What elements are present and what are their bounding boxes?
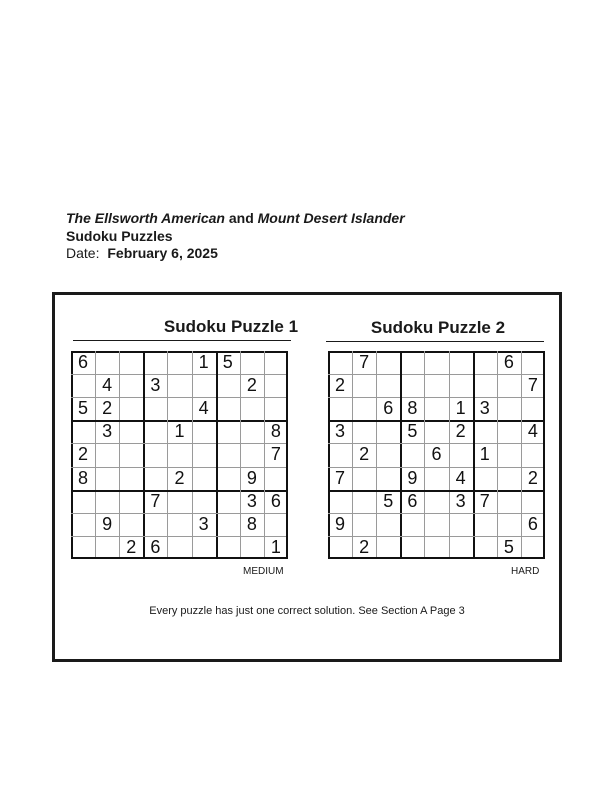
sudoku-cell[interactable]: 5 — [503, 536, 514, 557]
sudoku-cell[interactable]: 6 — [527, 513, 538, 534]
sudoku-cell[interactable]: 8 — [78, 467, 89, 488]
sudoku-cell[interactable] — [192, 536, 216, 559]
sudoku-cell[interactable] — [497, 490, 521, 513]
sudoku-cell[interactable] — [376, 374, 400, 397]
sudoku-cell[interactable] — [216, 536, 240, 559]
sudoku-cell[interactable] — [216, 513, 240, 536]
sudoku-cell[interactable] — [119, 351, 143, 374]
sudoku-cell[interactable]: 2 — [455, 421, 466, 442]
sudoku-cell[interactable] — [216, 467, 240, 490]
sudoku-cell[interactable] — [521, 443, 545, 466]
sudoku-cell[interactable] — [143, 351, 167, 374]
sudoku-cell[interactable]: 5 — [78, 398, 89, 419]
sudoku-cell[interactable]: 2 — [335, 375, 346, 396]
sudoku-cell[interactable] — [167, 490, 191, 513]
sudoku-cell[interactable] — [216, 490, 240, 513]
sudoku-cell[interactable] — [119, 467, 143, 490]
sudoku-cell[interactable] — [497, 420, 521, 443]
sudoku-cell[interactable] — [473, 420, 497, 443]
sudoku-cell[interactable] — [167, 513, 191, 536]
sudoku-cell[interactable]: 1 — [174, 421, 185, 442]
puzzle-1-grid — [71, 351, 288, 559]
sudoku-cell[interactable] — [119, 374, 143, 397]
sudoku-cell[interactable]: 9 — [246, 467, 257, 488]
sudoku-cell[interactable] — [264, 513, 288, 536]
sudoku-cell[interactable]: 1 — [270, 536, 281, 557]
sudoku-cell[interactable] — [352, 420, 376, 443]
sudoku-cell[interactable]: 5 — [383, 490, 394, 511]
sudoku-cell[interactable] — [240, 443, 264, 466]
sudoku-cell[interactable]: 7 — [527, 375, 538, 396]
sudoku-cell[interactable]: 4 — [527, 421, 538, 442]
sudoku-cell[interactable] — [497, 397, 521, 420]
sudoku-cell[interactable] — [521, 351, 545, 374]
puzzle-1-title: Sudoku Puzzle 1 — [163, 317, 299, 336]
sudoku-cell[interactable] — [240, 397, 264, 420]
sudoku-cell[interactable]: 6 — [78, 352, 89, 373]
sudoku-cell[interactable]: 1 — [479, 444, 490, 465]
sudoku-cell[interactable]: 8 — [270, 421, 281, 442]
sudoku-cell[interactable] — [376, 467, 400, 490]
sudoku-cell[interactable] — [352, 467, 376, 490]
date-label: Date: — [66, 245, 100, 261]
sudoku-cell[interactable] — [400, 536, 424, 559]
sudoku-cell[interactable] — [424, 536, 448, 559]
sudoku-cell[interactable] — [167, 536, 191, 559]
sudoku-cell[interactable] — [497, 443, 521, 466]
sudoku-cell[interactable] — [449, 536, 473, 559]
and-text: and — [228, 210, 254, 226]
sudoku-cell[interactable]: 5 — [222, 352, 233, 373]
sudoku-cell[interactable]: 2 — [174, 467, 185, 488]
sudoku-cell[interactable] — [521, 490, 545, 513]
sudoku-cell[interactable]: 2 — [359, 536, 370, 557]
sudoku-cell[interactable] — [216, 397, 240, 420]
sudoku-cell[interactable] — [424, 397, 448, 420]
sudoku-cell[interactable] — [376, 536, 400, 559]
sudoku-cell[interactable] — [143, 513, 167, 536]
sudoku-cell[interactable] — [167, 351, 191, 374]
sudoku-cell[interactable]: 9 — [407, 467, 418, 488]
sudoku-cell[interactable] — [376, 513, 400, 536]
sudoku-cell[interactable]: 1 — [198, 352, 209, 373]
sudoku-cell[interactable] — [192, 420, 216, 443]
sudoku-cell[interactable] — [473, 351, 497, 374]
sudoku-cell[interactable]: 3 — [455, 490, 466, 511]
sudoku-cell[interactable] — [328, 397, 352, 420]
sudoku-cell[interactable]: 9 — [102, 513, 113, 534]
sudoku-cell[interactable]: 7 — [479, 490, 490, 511]
publication-line — [66, 210, 405, 228]
sudoku-cell[interactable] — [424, 467, 448, 490]
sudoku-cell[interactable] — [192, 443, 216, 466]
sudoku-cell[interactable] — [119, 490, 143, 513]
puzzle-2-difficulty: HARD — [511, 566, 540, 577]
sudoku-cell[interactable] — [264, 351, 288, 374]
sudoku-cell[interactable] — [376, 443, 400, 466]
sudoku-cell[interactable] — [328, 351, 352, 374]
date-line — [66, 245, 405, 263]
puzzle-1-difficulty: MEDIUM — [243, 566, 284, 577]
sudoku-cell[interactable]: 2 — [359, 444, 370, 465]
sudoku-cell[interactable] — [167, 397, 191, 420]
sudoku-cell[interactable]: 5 — [407, 421, 418, 442]
sudoku-cell[interactable] — [71, 490, 95, 513]
puzzle-2-title: Sudoku Puzzle 2 — [370, 318, 506, 337]
sudoku-cell[interactable]: 4 — [198, 398, 209, 419]
sudoku-cell[interactable] — [352, 397, 376, 420]
sudoku-cell[interactable]: 6 — [503, 352, 514, 373]
header-block — [66, 210, 405, 263]
sudoku-cell[interactable] — [400, 443, 424, 466]
sudoku-cell[interactable]: 7 — [359, 352, 370, 373]
sudoku-cell[interactable] — [521, 536, 545, 559]
sudoku-cell[interactable] — [497, 513, 521, 536]
sudoku-cell[interactable] — [473, 374, 497, 397]
sudoku-cell[interactable] — [192, 467, 216, 490]
sudoku-cell[interactable] — [449, 374, 473, 397]
sudoku-cell[interactable] — [216, 374, 240, 397]
sudoku-cell[interactable] — [473, 536, 497, 559]
sudoku-cell[interactable]: 9 — [335, 513, 346, 534]
sudoku-cell[interactable]: 3 — [246, 490, 257, 511]
sudoku-cell[interactable] — [449, 351, 473, 374]
sudoku-cell[interactable] — [95, 467, 119, 490]
sudoku-cell[interactable] — [497, 467, 521, 490]
sudoku-cell[interactable]: 2 — [246, 375, 257, 396]
sudoku-cell[interactable] — [424, 351, 448, 374]
sudoku-cell[interactable]: 3 — [198, 513, 209, 534]
sudoku-cell[interactable]: 1 — [455, 398, 466, 419]
sudoku-cell[interactable]: 4 — [102, 375, 113, 396]
publication-2: Mount Desert Islander — [257, 210, 405, 226]
puzzle-frame — [52, 292, 562, 662]
sudoku-cell[interactable]: 8 — [407, 398, 418, 419]
sudoku-cell[interactable]: 2 — [126, 536, 137, 557]
sudoku-cell[interactable] — [497, 374, 521, 397]
sudoku-cell[interactable]: 7 — [270, 444, 281, 465]
sudoku-cell[interactable]: 2 — [78, 444, 89, 465]
sudoku-cell[interactable]: 2 — [102, 398, 113, 419]
subtitle: Sudoku Puzzles — [66, 227, 173, 244]
sudoku-cell[interactable] — [192, 374, 216, 397]
sudoku-cell[interactable] — [449, 443, 473, 466]
sudoku-cell[interactable] — [119, 397, 143, 420]
sudoku-cell[interactable] — [328, 536, 352, 559]
sudoku-cell[interactable] — [71, 374, 95, 397]
sudoku-cell[interactable]: 7 — [335, 467, 346, 488]
sudoku-cell[interactable]: 2 — [527, 467, 538, 488]
sudoku-cell[interactable] — [328, 443, 352, 466]
sudoku-cell[interactable] — [143, 420, 167, 443]
date-value: February 6, 2025 — [107, 245, 218, 261]
sudoku-cell[interactable]: 7 — [150, 490, 161, 511]
sudoku-cell[interactable] — [400, 513, 424, 536]
sudoku-cell[interactable] — [95, 351, 119, 374]
sudoku-cell[interactable] — [240, 536, 264, 559]
sudoku-cell[interactable] — [143, 467, 167, 490]
sudoku-cell[interactable] — [143, 397, 167, 420]
publication-1: The Ellsworth American — [66, 210, 225, 226]
sudoku-cell[interactable] — [264, 467, 288, 490]
puzzle-2-grid — [328, 351, 545, 559]
sudoku-cell[interactable]: 3 — [150, 375, 161, 396]
sudoku-cell[interactable]: 4 — [455, 467, 466, 488]
sudoku-cell[interactable] — [424, 420, 448, 443]
sudoku-cell[interactable] — [352, 374, 376, 397]
sudoku-cell[interactable] — [328, 490, 352, 513]
sudoku-cell[interactable] — [400, 351, 424, 374]
footer-note: Every puzzle has just one correct solution. See Section A Page 3 — [149, 605, 465, 617]
sudoku-cell[interactable] — [376, 420, 400, 443]
sudoku-cell[interactable] — [143, 443, 167, 466]
sudoku-cell[interactable] — [216, 420, 240, 443]
sudoku-cell[interactable] — [119, 420, 143, 443]
sudoku-cell[interactable] — [216, 443, 240, 466]
sudoku-cell[interactable] — [95, 443, 119, 466]
sudoku-cell[interactable] — [119, 513, 143, 536]
sudoku-cell[interactable] — [376, 351, 400, 374]
sudoku-cell[interactable]: 6 — [270, 490, 281, 511]
sudoku-cell[interactable] — [521, 397, 545, 420]
sudoku-cell[interactable]: 6 — [431, 444, 442, 465]
sudoku-cell[interactable] — [95, 490, 119, 513]
sudoku-cell[interactable] — [264, 374, 288, 397]
sudoku-cell[interactable] — [449, 513, 473, 536]
sudoku-cell[interactable] — [424, 490, 448, 513]
sudoku-cell[interactable] — [473, 513, 497, 536]
sudoku-cell[interactable] — [424, 513, 448, 536]
sudoku-cell[interactable] — [264, 397, 288, 420]
sudoku-cell[interactable] — [240, 351, 264, 374]
sudoku-cell[interactable]: 3 — [335, 421, 346, 442]
sudoku-cell[interactable]: 6 — [150, 536, 161, 557]
sudoku-cell[interactable] — [167, 443, 191, 466]
sudoku-cell[interactable] — [352, 490, 376, 513]
sudoku-cell[interactable] — [119, 443, 143, 466]
sudoku-cell[interactable]: 3 — [102, 421, 113, 442]
sudoku-cell[interactable]: 6 — [383, 398, 394, 419]
sudoku-cell[interactable] — [473, 467, 497, 490]
puzzle-2-title-rule — [326, 341, 544, 342]
puzzle-1-title-rule — [73, 340, 291, 341]
sudoku-cell[interactable] — [95, 536, 119, 559]
sudoku-cell[interactable]: 6 — [407, 490, 418, 511]
sudoku-cell[interactable] — [167, 374, 191, 397]
sudoku-cell[interactable]: 3 — [479, 398, 490, 419]
sudoku-cell[interactable] — [352, 513, 376, 536]
sudoku-cell[interactable] — [424, 374, 448, 397]
sudoku-cell[interactable]: 8 — [246, 513, 257, 534]
sudoku-cell[interactable] — [71, 420, 95, 443]
sudoku-cell[interactable] — [400, 374, 424, 397]
sudoku-cell[interactable] — [71, 513, 95, 536]
sudoku-cell[interactable] — [192, 490, 216, 513]
sudoku-cell[interactable] — [240, 420, 264, 443]
sudoku-cell[interactable] — [71, 536, 95, 559]
